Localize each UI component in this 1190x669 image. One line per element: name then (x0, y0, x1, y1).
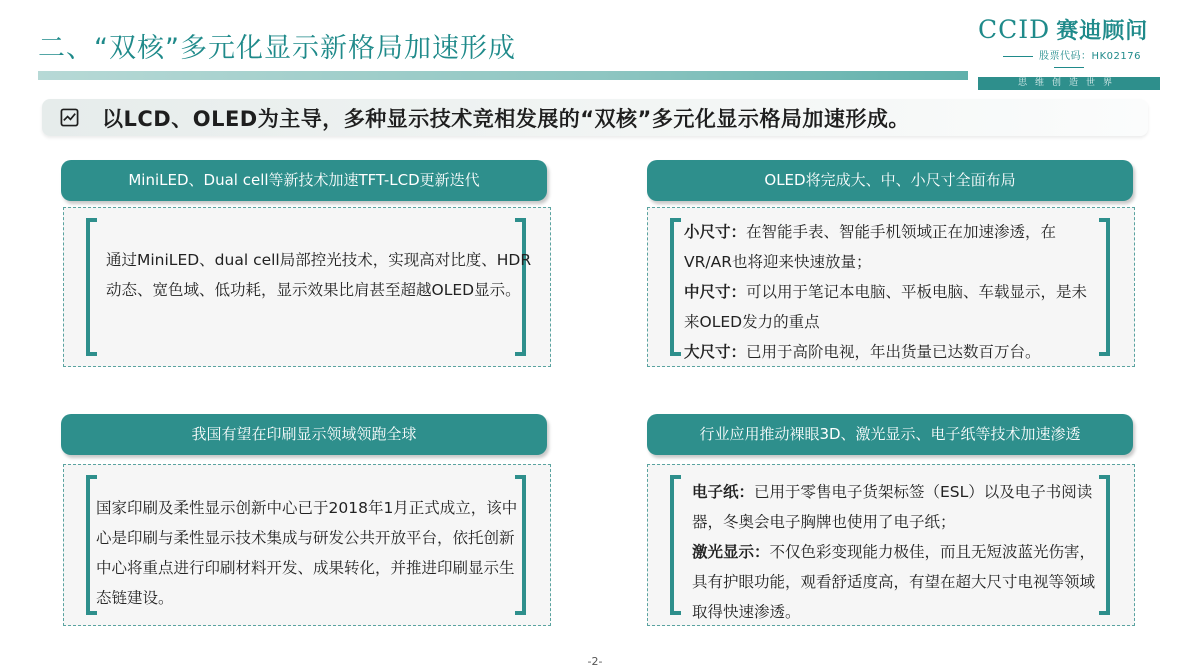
list-item: 电子纸：已用于零售电子货架标签（ESL）以及电子书阅读器，冬奥会电子胸牌也使用了电子纸； (692, 483, 1093, 531)
section-title-oled: OLED将完成大、中、小尺寸全面布局 (647, 160, 1133, 201)
page-number: -2- (587, 655, 603, 668)
logo-wordmark: CCID 赛迪顾问 (978, 15, 1149, 44)
stock-code: 股票代码：HK02176 (978, 47, 1160, 73)
bracket-right (1099, 475, 1110, 615)
section-box-oled (647, 207, 1135, 367)
section-box-applications (647, 464, 1135, 626)
section-box-printing (63, 464, 551, 626)
section-body-printing: 国家印刷及柔性显示创新中心已于2018年1月正式成立，该中心是印刷与柔性显示技术集成与研发公共开放平台，依托创新中心将重点进行印刷材料开发、成果转化，并推进印刷显示生态链建设。 (96, 499, 518, 607)
list-item: 小尺寸：在智能手表、智能手机领域正在加速渗透，在VR/AR也将迎来快速放量； (684, 223, 1057, 271)
title-underline (38, 71, 968, 80)
company-logo (978, 14, 1160, 88)
section-title-lcd: MiniLED、Dual cell等新技术加速TFT-LCD更新迭代 (61, 160, 547, 201)
list-item: 中尺寸：可以用于笔记本电脑、平板电脑、车载显示，是未来OLED发力的重点 (684, 283, 1088, 331)
section-title-applications: 行业应用推动裸眼3D、激光显示、电子纸等技术加速渗透 (647, 414, 1133, 455)
key-point-text: 以LCD、OLED为主导，多种显示技术竞相发展的“双核”多元化显示格局加速形成。 (102, 107, 910, 131)
trend-chart-icon (60, 108, 79, 127)
section-body-applications (692, 477, 1096, 627)
section-title-printing: 我国有望在印刷显示领域领跑全球 (61, 414, 547, 455)
bracket-left (670, 475, 681, 615)
list-item: 大尺寸：已用于高阶电视，年出货量已达数百万台。 (684, 343, 1041, 361)
key-point-banner (42, 99, 1148, 136)
list-item: 激光显示：不仅色彩变现能力极佳，而且无短波蓝光伤害，具有护眼功能，观看舒适度高，有望在超大尺寸电视等领域取得快速渗透。 (692, 543, 1096, 621)
page-title: 二、“双核”多元化显示新格局加速形成 (38, 33, 516, 64)
section-body-lcd: 通过MiniLED、dual cell局部控光技术，实现高对比度、HDR动态、宽色域、低功耗，显示效果比肩甚至超越OLED显示。 (106, 251, 532, 299)
section-body-oled (684, 217, 1102, 367)
bracket-left (86, 218, 97, 356)
bracket-left (670, 218, 681, 356)
logo-slogan: 思维创造世界 (978, 77, 1160, 90)
section-box-lcd (63, 207, 551, 367)
